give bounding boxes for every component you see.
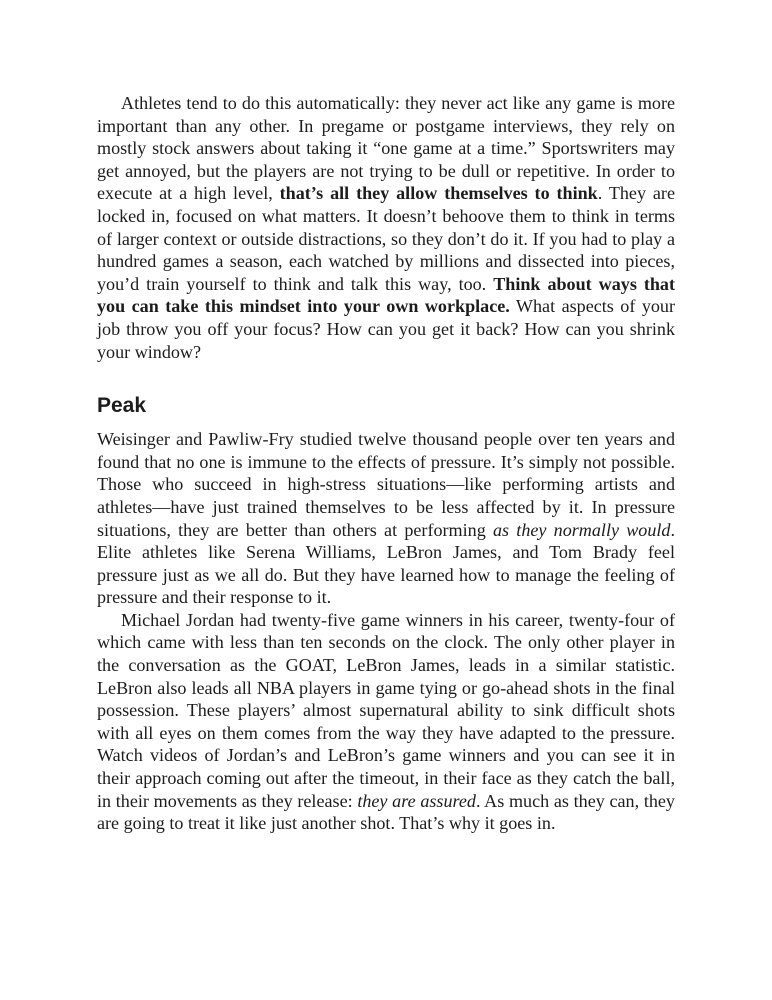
bold-emphasis-text: that’s all they allow themselves to think bbox=[279, 183, 598, 204]
paragraph-text: Weisinger and Pawliw-Fry studied twelve thousand people over ten years and found that no one is immune to the effects of pressure. It’s simply not possible. Those who succeed in high-stress situations—like performing artists and athletes—have just trained themselves to be less affected by it. In pressure situations, they are better than others at performing bbox=[97, 429, 675, 540]
italic-emphasis-text: they are assured bbox=[357, 790, 476, 811]
body-paragraph-2 bbox=[97, 428, 675, 609]
paragraph-text: . They are locked in, focused on what matters. It doesn’t behoove them to think in terms of larger context or outside distractions, so they don’t do it. If you had to play a hundred games a season, each watched by millions and dissected into pieces, you’d train yourself to think and talk this way, too. bbox=[97, 183, 675, 294]
paragraph-text: What aspects of your job throw you off your focus? How can you get it back? How can you shrink your window? bbox=[97, 296, 675, 362]
paragraph-text: Michael Jordan had twenty-five game winners in his career, twenty-four of which came with less than ten seconds on the clock. The only other player in the conversation as the GOAT, LeBron James, leads in a similar statistic. LeBron also leads all NBA players in game tying or go-ahead shots in the final possession. These players’ almost supernatural ability to sink difficult shots with all eyes on them comes from the way they have adapted to the pressure. Watch videos of Jordan’s and LeBron’s game winners and you can see it in their approach coming out after the timeout, in their face as they catch the ball, in their movements as they release: bbox=[97, 609, 675, 811]
body-paragraph-3 bbox=[97, 609, 675, 835]
bold-emphasis-text: Think about ways that you can take this mindset into your own workplace. bbox=[97, 273, 675, 317]
body-paragraph-1 bbox=[97, 92, 675, 363]
paragraph-text: . Elite athletes like Serena Williams, LeBron James, and Tom Brady feel pressure just as we all do. But they have learned how to manage the feeling of pressure and their response to it. bbox=[97, 519, 675, 608]
italic-emphasis-text: as they normally would bbox=[492, 519, 671, 540]
section-heading: Peak bbox=[97, 394, 147, 418]
paragraph-text: . As much as they can, they are going to treat it like just another shot. That’s why it goes in. bbox=[97, 790, 675, 834]
paragraph-text: Athletes tend to do this automatically: they never act like any game is more important than any other. In pregame or postgame interviews, they rely on mostly stock answers about taking it “one game at a time.” Sportswriters may get annoyed, but the players are not trying to be dull or repetitive. In order to execute at a high level, bbox=[97, 93, 675, 204]
document-page bbox=[97, 92, 675, 835]
